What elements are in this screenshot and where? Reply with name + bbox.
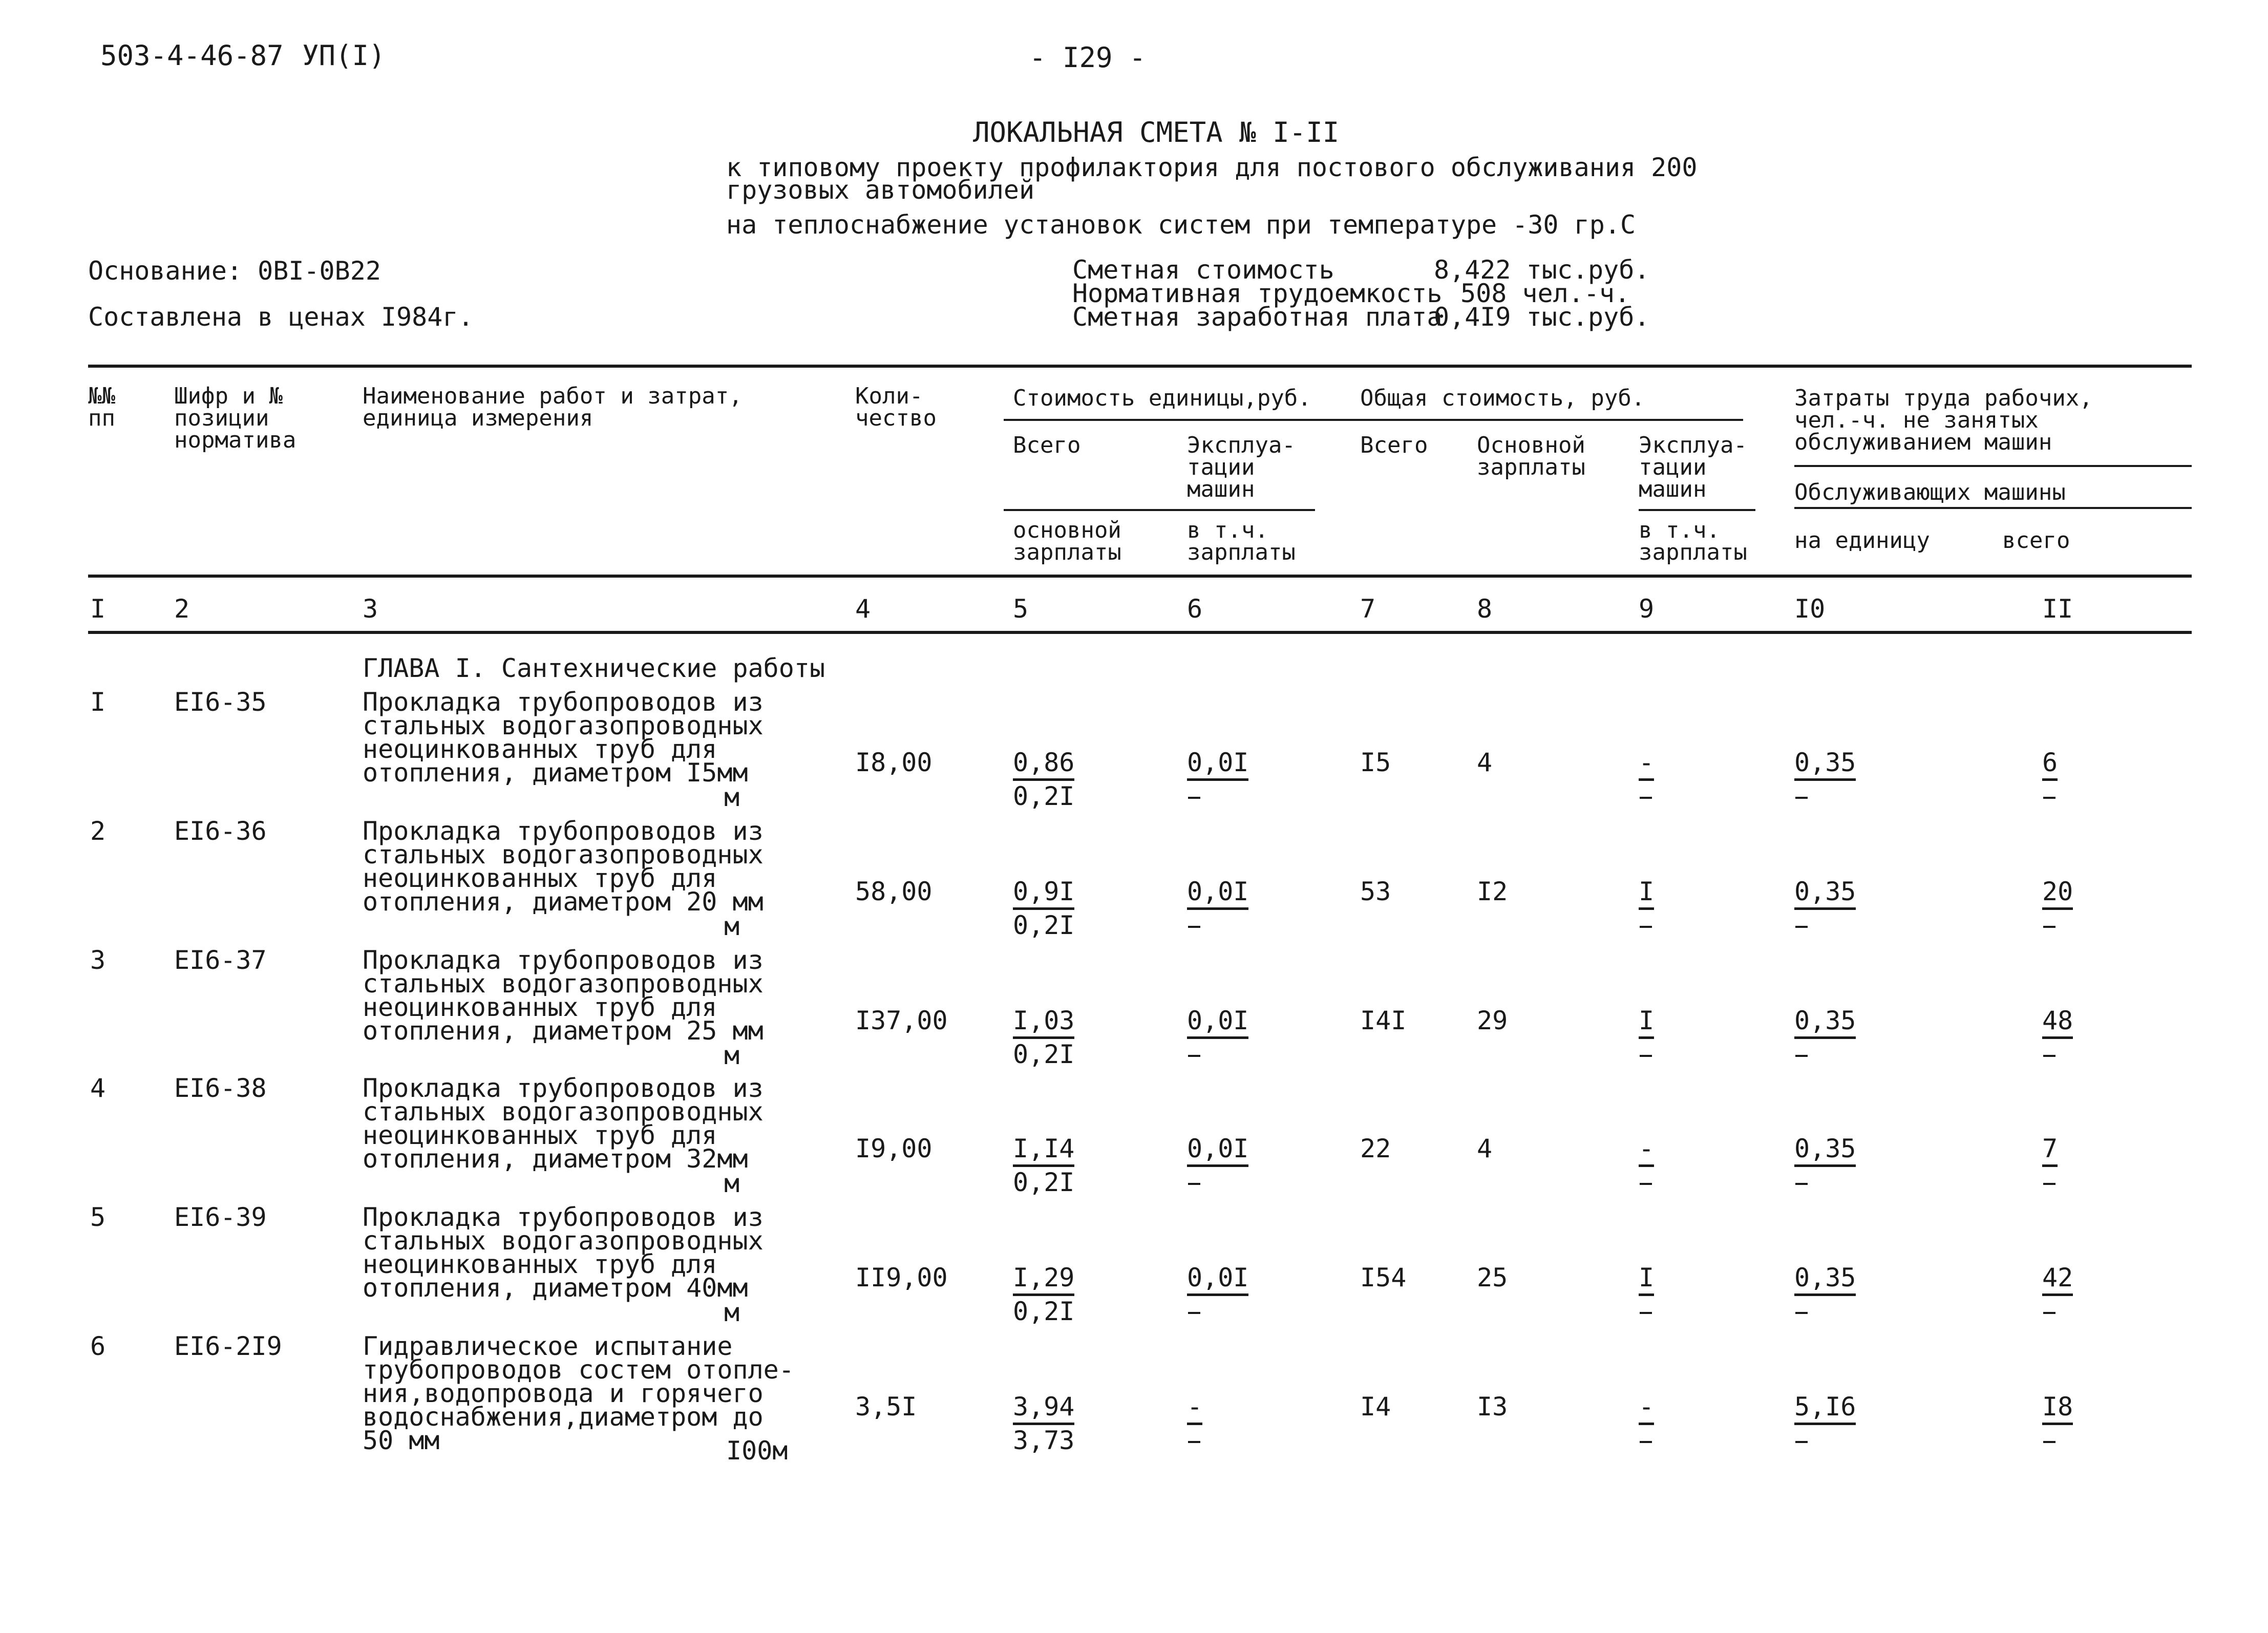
row-quantity: I37,00 — [855, 1006, 948, 1035]
row-unit-cost-wages: 0,2I — [1013, 910, 1075, 940]
estimate-basis: Основание: 0BI-0B22 — [88, 256, 381, 286]
col-header-7: Всего — [1360, 432, 1428, 458]
row-total-machines: - — [1639, 1392, 1654, 1425]
dash-mark — [1795, 1312, 1808, 1314]
row-unit-cost-total: I,03 — [1013, 1006, 1074, 1039]
row-labor-per-unit: 0,35 — [1794, 1006, 1856, 1039]
chapter-heading: ГЛАВА I. Сантехнические работы — [363, 653, 825, 683]
wage-value: 0,4I9 тыс.руб. — [1434, 302, 1650, 332]
estimate-title: ЛОКАЛЬНАЯ СМЕТА № I-II — [973, 116, 1340, 149]
dash-mark — [1640, 1441, 1652, 1443]
dash-mark — [1188, 1312, 1200, 1314]
title-line-2: грузовых автомобилей — [726, 175, 1035, 205]
col-header-machines: Обслуживающих машины — [1794, 479, 2066, 505]
header-rule-unit-cost — [1004, 509, 1315, 511]
labor-value: 508 чел.-ч. — [1460, 279, 1630, 308]
col-header-code: Шифр и № позиции норматива — [174, 383, 296, 454]
dash-mark — [1795, 797, 1808, 799]
header-rule-cost — [1004, 419, 1743, 421]
dash-mark — [2043, 926, 2055, 928]
col-header-9-bottom: в т.ч. зарплаты — [1639, 517, 1747, 566]
title-line-1: к типовому проекту профилактория для постового обслуживания 200 — [726, 153, 1698, 182]
row-labor-per-unit: 0,35 — [1794, 1263, 1856, 1296]
row-description: Прокладка трубопроводов из стальных водогазопроводных неоцинкованных труб для отопления, диаметром 25 мм — [363, 945, 764, 1046]
row-unit: м — [724, 1169, 740, 1198]
row-total-cost: I54 — [1360, 1263, 1407, 1292]
row-unit-cost-total: 0,86 — [1013, 748, 1074, 781]
col-number-10: I0 — [1794, 594, 1826, 624]
row-code: EI6-38 — [174, 1073, 267, 1103]
row-description: Прокладка трубопроводов из стальных водогазопроводных неоцинкованных труб для отопления, диаметром I5мм — [363, 687, 764, 788]
col-header-number: №№ пп — [88, 383, 115, 432]
dash-mark — [1188, 1055, 1200, 1057]
document-code: 503-4-46-87 — [100, 39, 284, 72]
dash-mark — [2043, 1441, 2055, 1443]
row-number: 5 — [90, 1202, 106, 1232]
cost-label: Сметная стоимость — [1072, 255, 1334, 285]
row-unit-cost-wages: 0,2I — [1013, 1040, 1075, 1069]
row-unit-cost-total: I,I4 — [1013, 1134, 1074, 1167]
price-level: Составлена в ценах I984г. — [88, 302, 474, 332]
col-header-labor: Затраты труда рабочих, чел.-ч. не занятых обслуживанием машин — [1794, 385, 2093, 456]
col-header-5-top: Всего — [1013, 432, 1081, 458]
row-labor-total: 42 — [2042, 1263, 2073, 1296]
album-number: УП(I) — [302, 39, 386, 72]
dash-mark — [2043, 1055, 2055, 1057]
col-number-3: 3 — [363, 594, 378, 624]
row-unit-cost-machines: 0,0I — [1187, 877, 1248, 910]
row-number: 6 — [90, 1331, 106, 1361]
dash-mark — [1188, 1441, 1200, 1443]
title-line-3: на теплоснабжение установок систем при температуре -30 гр.С — [726, 210, 1636, 240]
col-number-2: 2 — [174, 594, 190, 624]
row-description: Прокладка трубопроводов из стальных водогазопроводных неоцинкованных труб для отопления, диаметром 40мм — [363, 1202, 764, 1303]
col-number-4: 4 — [855, 594, 871, 624]
row-description: Прокладка трубопроводов из стальных водогазопроводных неоцинкованных труб для отопления, диаметром 32мм — [363, 1073, 764, 1174]
table-top-rule — [88, 365, 2192, 368]
col-header-11: всего — [2002, 527, 2070, 554]
row-labor-per-unit: 0,35 — [1794, 1134, 1856, 1167]
row-unit-cost-total: 3,94 — [1013, 1392, 1074, 1425]
dash-mark — [1795, 1183, 1808, 1185]
col-number-6: 6 — [1187, 594, 1203, 624]
dash-mark — [1795, 1055, 1808, 1057]
row-total-machines: I — [1639, 1006, 1654, 1039]
row-unit-cost-total: 0,9I — [1013, 877, 1074, 910]
row-labor-total: I8 — [2042, 1392, 2073, 1425]
col-header-name: Наименование работ и затрат, единица измерения — [363, 383, 743, 432]
col-header-quantity: Коли- чество — [855, 383, 937, 432]
col-header-6-top: Эксплуа- тации машин — [1187, 432, 1296, 503]
col-number-9: 9 — [1639, 594, 1655, 624]
labor-label: Нормативная трудоемкость — [1072, 279, 1443, 308]
dash-mark — [1795, 1441, 1808, 1443]
row-labor-total: 48 — [2042, 1006, 2073, 1039]
page-number: - I29 - — [1029, 41, 1146, 74]
col-header-9-top: Эксплуа- тации машин — [1639, 432, 1747, 503]
row-unit-cost-wages: 0,2I — [1013, 1297, 1075, 1326]
row-unit-cost-machines: 0,0I — [1187, 1134, 1248, 1167]
col-number-1: I — [90, 594, 106, 624]
row-code: EI6-2I9 — [174, 1331, 282, 1361]
row-unit-cost-wages: 0,2I — [1013, 781, 1075, 811]
row-number: 4 — [90, 1073, 106, 1103]
row-unit-cost-total: I,29 — [1013, 1263, 1074, 1296]
row-number: I — [90, 687, 106, 717]
row-unit-cost-machines: - — [1187, 1392, 1202, 1425]
row-total-machines: - — [1639, 1134, 1654, 1167]
dash-mark — [1640, 797, 1652, 799]
dash-mark — [2043, 797, 2055, 799]
dash-mark — [1640, 1312, 1652, 1314]
dash-mark — [1188, 1183, 1200, 1185]
row-unit-cost-machines: 0,0I — [1187, 1006, 1248, 1039]
col-header-8: Основной зарплаты — [1477, 432, 1585, 481]
row-code: EI6-37 — [174, 945, 267, 975]
header-bottom-rule — [88, 575, 2192, 578]
row-unit: м — [724, 911, 740, 941]
row-unit: м — [724, 782, 740, 812]
dash-mark — [2043, 1312, 2055, 1314]
dash-mark — [1188, 797, 1200, 799]
row-total-machines: I — [1639, 1263, 1654, 1296]
row-quantity: I8,00 — [855, 748, 932, 777]
col-number-8: 8 — [1477, 594, 1493, 624]
row-code: EI6-39 — [174, 1202, 267, 1232]
row-quantity: 58,00 — [855, 877, 932, 906]
row-labor-total: 20 — [2042, 877, 2073, 910]
row-unit: I00м — [726, 1436, 788, 1466]
cost-value: 8,422 тыс.руб. — [1434, 255, 1650, 285]
row-code: EI6-36 — [174, 816, 267, 846]
dash-mark — [1640, 1055, 1652, 1057]
dash-mark — [2043, 1183, 2055, 1185]
row-unit-cost-machines: 0,0I — [1187, 1263, 1248, 1296]
dash-mark — [1640, 926, 1652, 928]
col-header-6-bottom: в т.ч. зарплаты — [1187, 517, 1296, 566]
dash-mark — [1795, 926, 1808, 928]
row-unit: м — [724, 1298, 740, 1327]
row-total-cost: I5 — [1360, 748, 1391, 777]
row-unit-cost-machines: 0,0I — [1187, 748, 1248, 781]
row-total-wages: 4 — [1477, 748, 1493, 777]
header-rule-labor — [1794, 465, 2192, 467]
row-total-cost: I4I — [1360, 1006, 1407, 1035]
row-labor-per-unit: 0,35 — [1794, 877, 1856, 910]
row-total-wages: 4 — [1477, 1134, 1493, 1163]
row-total-wages: I2 — [1477, 877, 1508, 906]
row-description: Гидравлическое испытание трубопроводов состем отопле- ния,водопровода и горячего водоснабжения,диаметром до 50 мм — [363, 1331, 794, 1455]
row-labor-total: 7 — [2042, 1134, 2058, 1167]
row-total-cost: 22 — [1360, 1134, 1391, 1163]
row-total-machines: I — [1639, 877, 1654, 910]
col-header-5-bottom: основной зарплаты — [1013, 517, 1121, 566]
row-labor-per-unit: 0,35 — [1794, 748, 1856, 781]
row-description: Прокладка трубопроводов из стальных водогазопроводных неоцинкованных труб для отопления, диаметром 20 мм — [363, 816, 764, 917]
col-header-10: на единицу — [1794, 527, 1930, 554]
col-number-7: 7 — [1360, 594, 1376, 624]
row-number: 2 — [90, 816, 106, 846]
row-quantity: II9,00 — [855, 1263, 948, 1292]
row-unit-cost-wages: 0,2I — [1013, 1168, 1075, 1197]
col-header-unit-cost: Стоимость единицы,руб. — [1013, 385, 1311, 411]
row-code: EI6-35 — [174, 687, 267, 717]
column-numbers-rule — [88, 631, 2192, 634]
row-quantity: 3,5I — [855, 1392, 917, 1422]
dash-mark — [1188, 926, 1200, 928]
wage-label: Сметная заработная плата — [1072, 302, 1443, 332]
row-total-machines: - — [1639, 748, 1654, 781]
row-total-wages: I3 — [1477, 1392, 1508, 1422]
row-unit: м — [724, 1041, 740, 1070]
row-number: 3 — [90, 945, 106, 975]
col-header-total-cost: Общая стоимость, руб. — [1360, 385, 1645, 411]
row-total-cost: 53 — [1360, 877, 1391, 906]
row-quantity: I9,00 — [855, 1134, 932, 1163]
row-labor-total: 6 — [2042, 748, 2058, 781]
row-total-wages: 29 — [1477, 1006, 1508, 1035]
row-unit-cost-wages: 3,73 — [1013, 1426, 1075, 1455]
row-labor-per-unit: 5,I6 — [1794, 1392, 1856, 1425]
row-total-cost: I4 — [1360, 1392, 1391, 1422]
header-rule-col9 — [1639, 509, 1755, 511]
dash-mark — [1640, 1183, 1652, 1185]
col-number-11: II — [2042, 594, 2073, 624]
col-number-5: 5 — [1013, 594, 1029, 624]
row-total-wages: 25 — [1477, 1263, 1508, 1292]
header-rule-machines — [1794, 507, 2192, 509]
